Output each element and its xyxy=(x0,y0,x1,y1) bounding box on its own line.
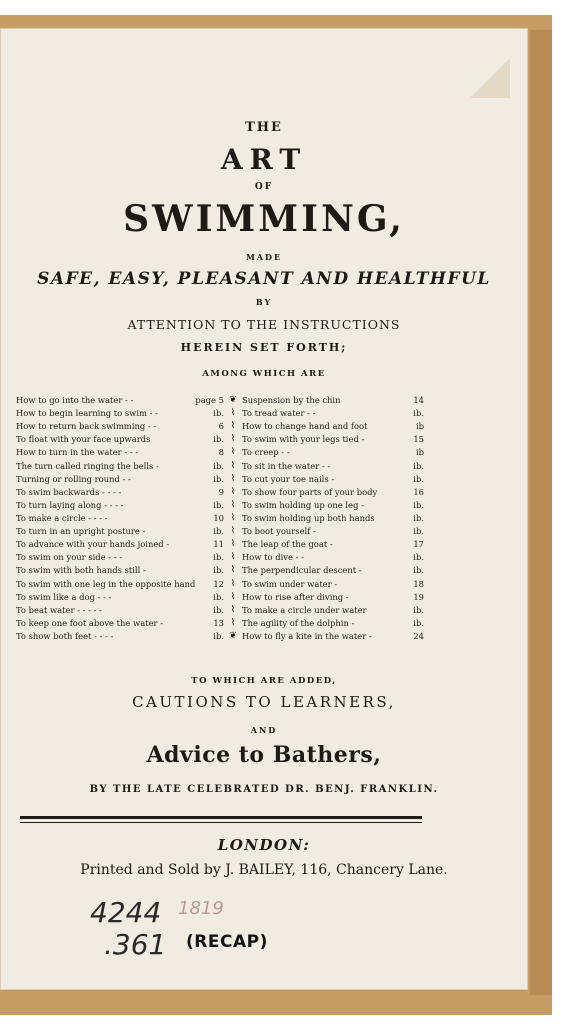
toc-left-title: To swim on your side - - - xyxy=(16,552,123,563)
title-swimming: SWIMMING, xyxy=(123,198,405,240)
toc-left-page: 11 xyxy=(213,539,224,550)
toc-left-title: To float with your face upwards xyxy=(16,434,151,445)
title-art: ART xyxy=(220,143,308,176)
toc-left-title: To swim with one leg in the opposite hand xyxy=(16,578,196,589)
toc-left-title: Turning or rolling round - - xyxy=(16,473,131,484)
title-herein: HEREIN SET FORTH; xyxy=(180,341,348,354)
brace-divider-icon: ⌇ xyxy=(230,512,236,523)
toc-right-page: ib xyxy=(415,421,424,432)
toc-left-title: How to begin learning to swim - - xyxy=(16,408,158,419)
toc-row xyxy=(16,433,426,446)
toc-right-page: ib. xyxy=(413,552,424,563)
title-among: AMONG WHICH ARE xyxy=(202,369,326,379)
toc-left-page: ib. xyxy=(213,552,224,563)
toc-row xyxy=(16,525,426,538)
toc-right-title: How to dive - - xyxy=(242,552,304,563)
toc-right-title: Suspension by the chin xyxy=(242,395,341,405)
toc-row xyxy=(16,446,426,459)
toc-right-page: ib. xyxy=(413,460,424,471)
toc-left-title: To beat water - - - - - xyxy=(16,604,102,615)
ornament-icon: ❦ xyxy=(229,395,237,405)
brace-divider-icon: ⌇ xyxy=(230,408,236,419)
title-made: MADE xyxy=(245,252,283,262)
toc-left-page: ib. xyxy=(213,565,224,576)
toc-left-page: ib. xyxy=(213,630,224,641)
toc-right-title: To swim with your legs tied - xyxy=(242,434,365,445)
brace-divider-icon: ⌇ xyxy=(230,539,236,550)
toc-left-title: To swim backwards - - - - xyxy=(16,486,122,497)
toc-left-page: 6 xyxy=(218,421,224,432)
brace-divider-icon: ⌇ xyxy=(230,617,236,628)
toc-left-page: ib. xyxy=(213,591,224,602)
imprint-place: LONDON: xyxy=(217,836,311,854)
brace-divider-icon: ⌇ xyxy=(230,421,236,432)
ornament-icon: ❦ xyxy=(229,630,237,641)
thin-rule xyxy=(20,822,422,823)
advice-heading: Advice to Bathers, xyxy=(146,742,382,768)
brace-divider-icon: ⌇ xyxy=(230,473,236,484)
title-the: THE xyxy=(245,120,283,135)
brace-divider-icon: ⌇ xyxy=(230,591,236,602)
toc-left-page: 13 xyxy=(213,617,224,628)
toc-row xyxy=(16,460,426,473)
toc-right-title: To boot yourself - xyxy=(242,526,316,537)
title-by: BY xyxy=(255,297,273,307)
toc-right-page: ib xyxy=(415,447,424,458)
added-and: AND xyxy=(250,725,278,735)
toc-row xyxy=(16,578,426,591)
toc-right-page: ib. xyxy=(413,473,424,484)
toc-right-title: To sit in the water - - xyxy=(242,460,331,471)
toc-right-page: 16 xyxy=(413,486,424,497)
toc-left-page: ib. xyxy=(213,460,224,471)
toc-right-title: To tread water - - xyxy=(242,408,316,419)
toc-left-title: The turn called ringing the bells - xyxy=(16,460,159,471)
toc-right-page: ib. xyxy=(413,499,424,510)
toc-left-page: 9 xyxy=(218,486,224,497)
toc-left-title: How to return back swimming - - xyxy=(16,421,157,432)
toc-right-title: How to rise after diving - xyxy=(242,591,349,602)
toc-row xyxy=(16,551,426,564)
toc-row xyxy=(16,473,426,486)
toc-left-title: To keep one foot above the water - xyxy=(16,617,164,628)
faint-pencil-number: 1819 xyxy=(178,898,224,919)
brace-divider-icon: ⌇ xyxy=(230,460,236,471)
toc-left-page: 10 xyxy=(213,512,224,523)
author-line: BY THE LATE CELEBRATED DR. BENJ. FRANKLIN. xyxy=(89,784,439,795)
toc-right-page: 17 xyxy=(413,539,424,550)
imprint-printer: Printed and Sold by J. BAILEY, 116, Chancery Lane. xyxy=(80,862,448,878)
title-attention: ATTENTION TO THE INSTRUCTIONS xyxy=(127,317,401,332)
toc-row xyxy=(16,512,426,525)
brace-divider-icon: ⌇ xyxy=(230,526,236,537)
brace-divider-icon: ⌇ xyxy=(230,486,236,497)
thick-rule xyxy=(20,816,422,819)
toc-right-page: 18 xyxy=(413,578,424,589)
toc-right-page: 14 xyxy=(413,395,424,405)
toc-left-page: page 5 xyxy=(195,395,224,405)
toc-left-title: How to turn in the water - - - xyxy=(16,447,139,458)
toc-row xyxy=(16,538,426,551)
table-of-contents xyxy=(16,394,426,643)
toc-right-title: To show four parts of your body xyxy=(242,486,378,497)
brace-divider-icon: ⌇ xyxy=(230,604,236,615)
toc-right-page: ib. xyxy=(413,604,424,615)
toc-right-title: The perpendicular descent - xyxy=(242,565,362,576)
toc-left-title: To swim with both hands still - xyxy=(16,565,146,576)
toc-right-page: ib. xyxy=(413,617,424,628)
toc-left-title: To turn in an upright posture - xyxy=(16,526,146,537)
toc-left-page: ib. xyxy=(213,434,224,445)
toc-left-title: How to go into the water - - xyxy=(16,395,134,405)
toc-row xyxy=(16,630,426,643)
handwritten-call-number: 4244 xyxy=(90,896,162,929)
toc-right-page: ib. xyxy=(413,526,424,537)
added-intro: TO WHICH ARE ADDED, xyxy=(191,676,337,686)
toc-left-title: To swim like a dog - - - xyxy=(16,591,112,602)
toc-right-page: ib. xyxy=(413,565,424,576)
toc-right-page: ib. xyxy=(413,512,424,523)
toc-row xyxy=(16,407,426,420)
toc-left-title: To show both feet - - - - xyxy=(16,630,114,641)
toc-row xyxy=(16,591,426,604)
toc-right-page: ib. xyxy=(413,408,424,419)
toc-left-title: To make a circle - - - - xyxy=(16,512,108,523)
toc-left-page: ib. xyxy=(213,473,224,484)
toc-left-page: ib. xyxy=(213,408,224,419)
toc-row xyxy=(16,499,426,512)
backing-board-edge xyxy=(530,30,552,995)
toc-left-page: ib. xyxy=(213,604,224,615)
toc-right-title: To swim holding up one leg - xyxy=(242,499,364,510)
toc-row xyxy=(16,486,426,499)
brace-divider-icon: ⌇ xyxy=(230,552,236,563)
handwritten-sub-number: .361 xyxy=(104,928,167,961)
toc-row xyxy=(16,604,426,617)
toc-right-page: 15 xyxy=(413,434,424,445)
toc-right-title: The leap of the goat - xyxy=(242,539,333,550)
toc-right-page: 24 xyxy=(413,630,424,641)
cautions-heading: CAUTIONS TO LEARNERS, xyxy=(132,693,396,711)
brace-divider-icon: ⌇ xyxy=(230,447,236,458)
toc-right-page: 19 xyxy=(413,591,424,602)
toc-left-page: ib. xyxy=(213,526,224,537)
toc-right-title: How to change hand and foot xyxy=(242,421,368,432)
toc-row xyxy=(16,420,426,433)
toc-row xyxy=(16,394,426,407)
toc-left-page: 8 xyxy=(218,447,224,458)
toc-right-title: How to fly a kite in the water - xyxy=(242,630,372,641)
toc-left-title: To turn laying along - - - - xyxy=(16,499,124,510)
title-qualities: SAFE, EASY, PLEASANT AND HEALTHFUL xyxy=(37,269,491,289)
toc-right-title: To cut your toe nails - xyxy=(242,473,335,484)
toc-left-title: To advance with your hands joined - xyxy=(16,539,170,550)
brace-divider-icon: ⌇ xyxy=(230,578,236,589)
recap-stamp: (RECAP) xyxy=(186,932,268,952)
toc-right-title: To creep - - xyxy=(242,447,290,458)
toc-right-title: The agility of the dolphin - xyxy=(242,617,355,628)
folded-corner xyxy=(470,58,510,98)
toc-left-page: 12 xyxy=(213,578,224,589)
toc-right-title: To swim holding up both hands xyxy=(242,512,375,523)
brace-divider-icon: ⌇ xyxy=(230,565,236,576)
toc-right-title: To make a circle under water xyxy=(242,604,367,615)
toc-right-title: To swim under water - xyxy=(242,578,338,589)
title-of: OF xyxy=(254,182,274,192)
toc-row xyxy=(16,564,426,577)
brace-divider-icon: ⌇ xyxy=(230,434,236,445)
toc-row xyxy=(16,617,426,630)
brace-divider-icon: ⌇ xyxy=(230,499,236,510)
toc-left-page: ib. xyxy=(213,499,224,510)
